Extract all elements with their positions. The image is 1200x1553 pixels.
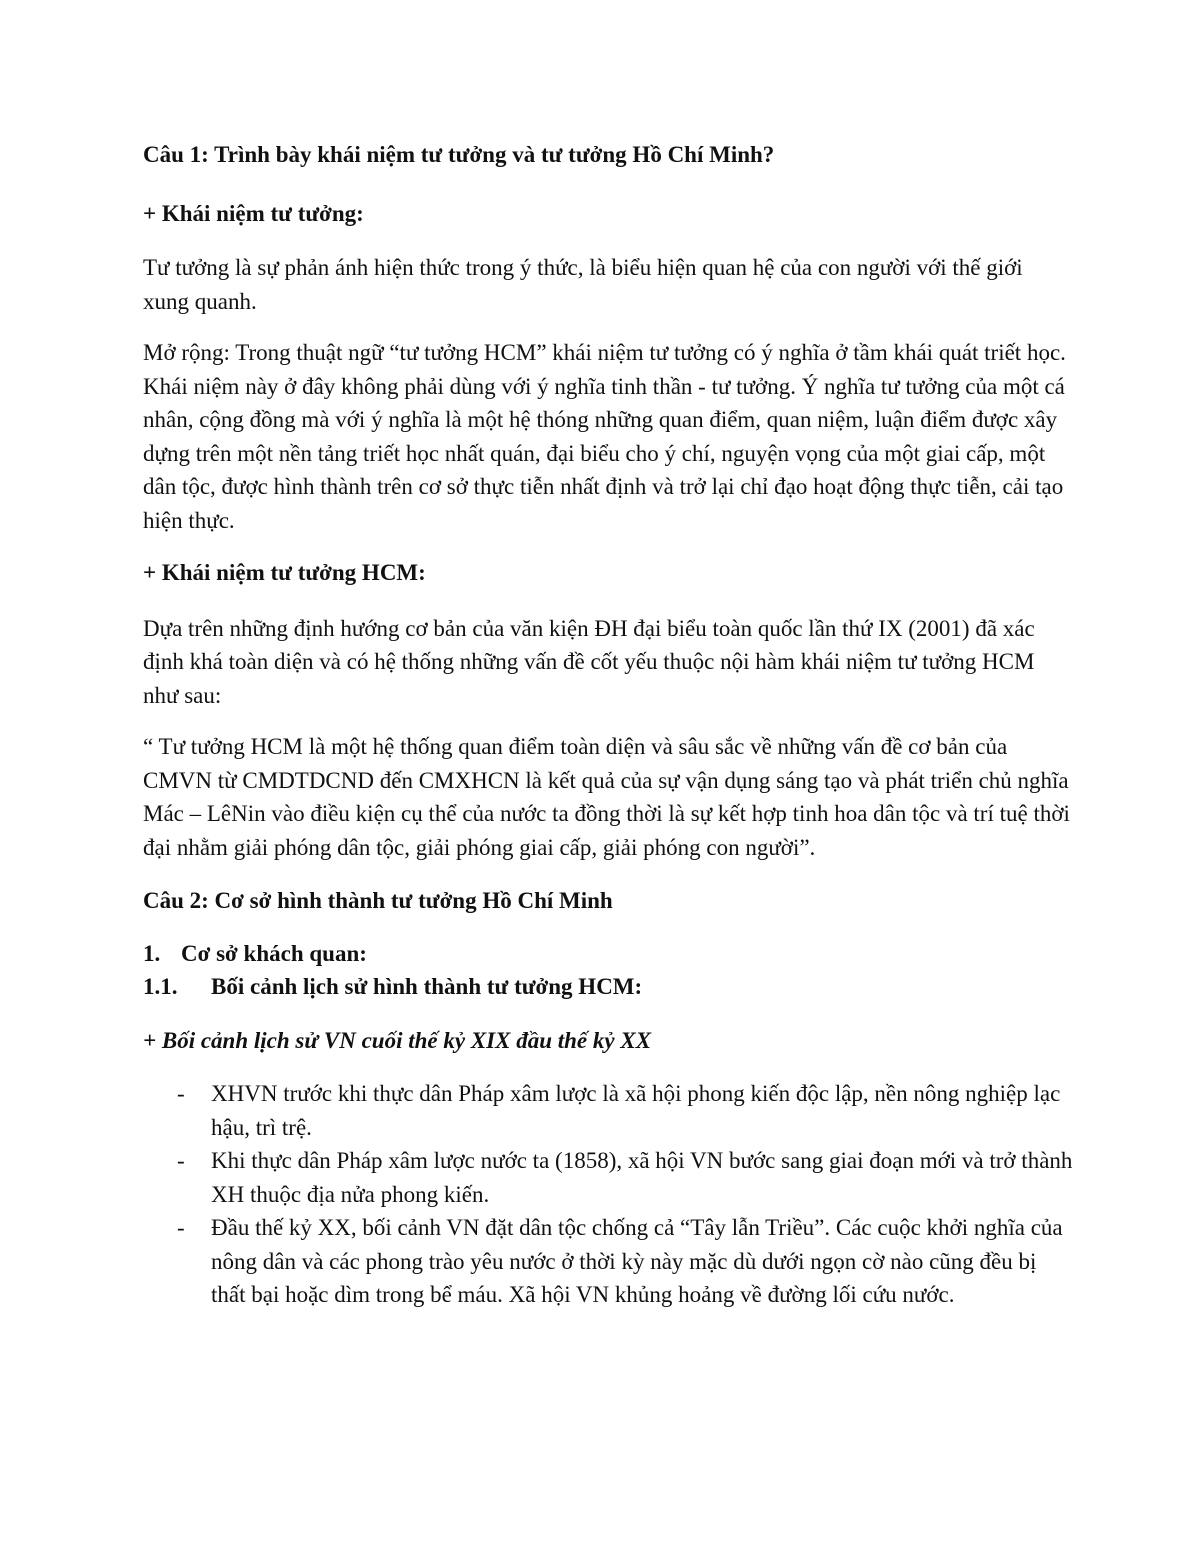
paragraph-thought-definition: Tư tưởng là sự phản ánh hiện thức trong ý thức, là biểu hiện quan hệ của con người với thế giới xung quanh.: [143, 255, 1023, 314]
section-1-1-number: 1.1.: [143, 974, 178, 999]
section-1-label: Cơ sở khách quan:: [181, 940, 367, 966]
list-item: [143, 1077, 1073, 1144]
paragraph-expansion: Mở rộng: Trong thuật ngữ “tư tưởng HCM” khái niệm tư tưởng có ý nghĩa ở tầm khái quát triết học. Khái niệm này ở đây không phải dùng với ý nghĩa tinh thần - tư tưởng. Ý nghĩa tư tưởng của một cá nhân, cộng đồng mà với ý nghĩa là một hệ thóng những quan điểm, quan niệm, luận điểm được xây dựng trên một nền tảng triết học nhất quán, đại biểu cho ý chí, nguyện vọng của một giai cấp, một dân tộc, được hình thành trên cơ sở thực tiễn nhất định và trở lại chỉ đạo hoạt động thực tiễn, cải tạo hiện thực.: [143, 340, 1066, 533]
list-item: [143, 1144, 1073, 1211]
bullet-dash: -: [177, 1215, 185, 1240]
bullet-list: [143, 1077, 1073, 1312]
subheading-historical-context: + Bối cảnh lịch sử VN cuối thế kỷ XIX đầu thế kỷ XX: [143, 1027, 652, 1053]
list-item-text: XHVN trước khi thực dân Pháp xâm lược là xã hội phong kiến độc lập, nền nông nghiệp lạc hậu, trì trệ.: [211, 1081, 1061, 1140]
heading-concept-hcm: + Khái niệm tư tưởng HCM:: [143, 560, 426, 585]
document-page: [143, 138, 1073, 1312]
list-item: [143, 1211, 1073, 1312]
bullet-dash: -: [177, 1148, 185, 1173]
question-1-title: Câu 1: Trình bày khái niệm tư tưởng và tư tưởng Hồ Chí Minh?: [143, 142, 775, 167]
section-1-1-label: Bối cảnh lịch sử hình thành tư tưởng HCM:: [211, 974, 643, 999]
section-1-number: 1.: [143, 940, 161, 966]
paragraph-quote: “ Tư tưởng HCM là một hệ thống quan điểm toàn diện và sâu sắc về những vấn đề cơ bản của CMVN từ CMDTDCND đến CMXHCN là kết quả của sự vận dụng sáng tạo và phát triển chủ nghĩa Mác – LêNin vào điều kiện cụ thể của nước ta đồng thời là sự kết hợp tinh hoa dân tộc và trí tuệ thời đại nhằm giải phóng dân tộc, giải phóng giai cấp, giải phóng con người”.: [143, 734, 1070, 860]
list-item-text: Đầu thế kỷ XX, bối cảnh VN đặt dân tộc chống cả “Tây lẫn Triều”. Các cuộc khởi nghĩa của nông dân và các phong trào yêu nước ở thời kỳ này mặc dù dưới ngọn cờ nào cũng đều bị thất bại hoặc dìm trong bể máu. Xã hội VN khủng hoảng về đường lối cứu nước.: [211, 1215, 1063, 1307]
paragraph-congress: Dựa trên những định hướng cơ bản của văn kiện ĐH đại biểu toàn quốc lần thứ IX (2001) đã xác định khá toàn diện và có hệ thống những vấn đề cốt yếu thuộc nội hàm khái niệm tư tưởng HCM như sau:: [143, 615, 1035, 708]
bullet-dash: -: [177, 1081, 185, 1106]
heading-concept-thought: + Khái niệm tư tưởng:: [143, 200, 364, 226]
question-2-title: Câu 2: Cơ sở hình thành tư tưởng Hồ Chí Minh: [143, 888, 613, 913]
section-1-1-heading: [143, 970, 1073, 1004]
list-item-text: Khi thực dân Pháp xâm lược nước ta (1858), xã hội VN bước sang giai đoạn mới và trở thành XH thuộc địa nửa phong kiến.: [211, 1148, 1073, 1207]
section-1-heading: [143, 937, 1073, 971]
